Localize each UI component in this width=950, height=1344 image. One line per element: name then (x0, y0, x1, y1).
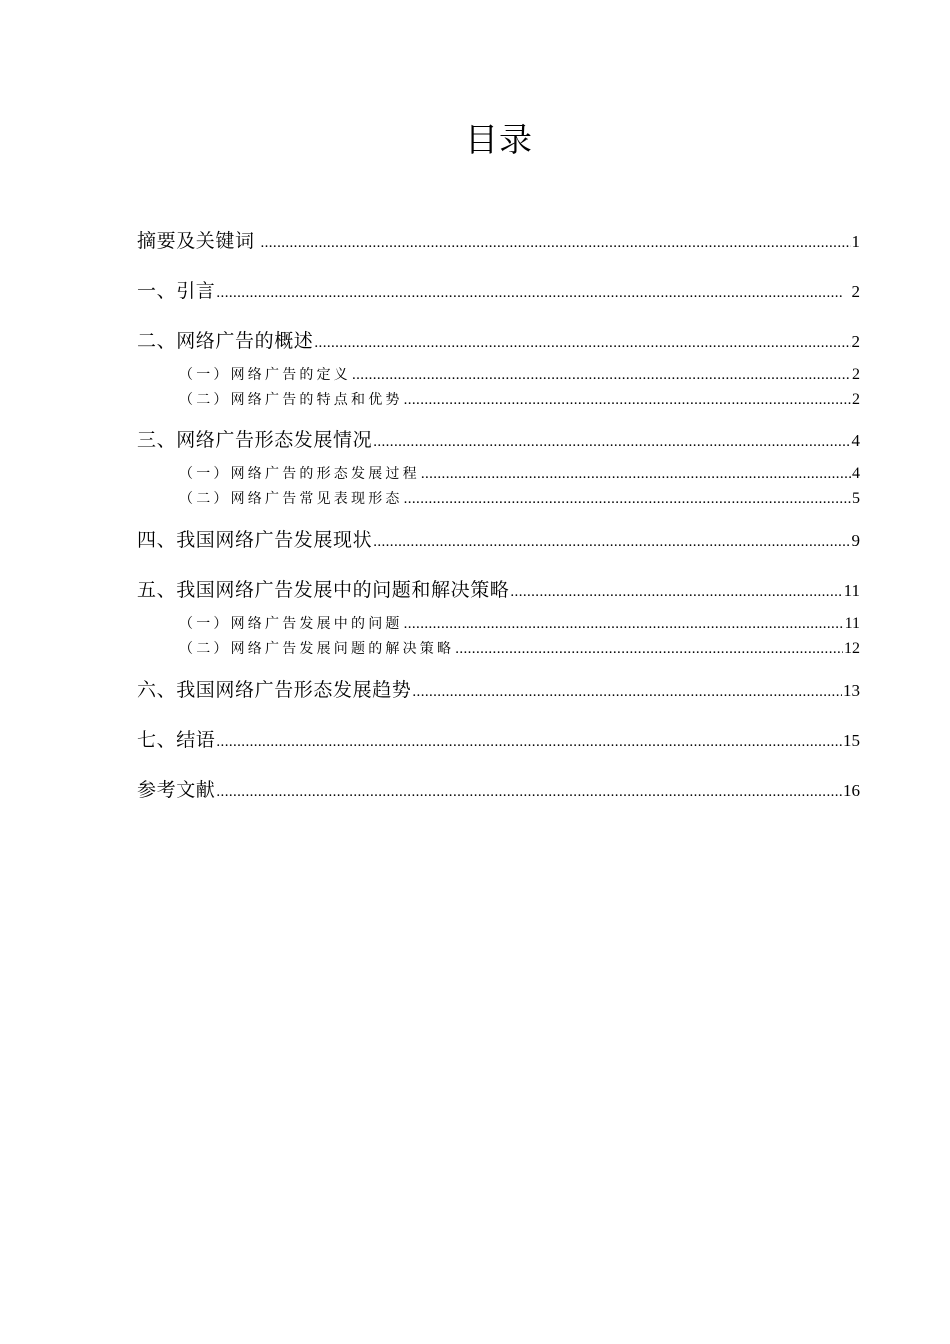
toc-entry-page: 13 (843, 681, 860, 700)
toc-entry-page: 2 (852, 391, 860, 408)
leader-dots (510, 584, 842, 601)
leader-dots (260, 235, 850, 252)
toc-entry-label: 三、网络广告形态发展情况 (137, 429, 373, 451)
toc-entry-label: （二）网络广告常见表现形态 (179, 491, 403, 507)
toc-entry-label: （二）网络广告的特点和优势 (179, 392, 403, 408)
toc-entry-trends[interactable] (137, 675, 860, 702)
toc-entry-label: （一）网络广告的定义 (179, 367, 351, 383)
leader-dots (455, 641, 843, 658)
toc-entry-label: （二）网络广告发展问题的解决策略 (179, 641, 455, 657)
toc-entry-label: （一）网络广告发展中的问题 (179, 616, 403, 632)
leader-dots (314, 335, 850, 352)
toc-entry-page: 16 (843, 781, 860, 800)
toc-entry-label: 一、引言 (137, 280, 216, 302)
toc-entry-label: 二、网络广告的概述 (137, 330, 314, 352)
leader-dots (216, 784, 842, 801)
toc-entry-page: 4 (852, 465, 860, 482)
toc-entry-label: （一）网络广告的形态发展过程 (179, 466, 420, 482)
toc-entry-label: 四、我国网络广告发展现状 (137, 529, 373, 551)
toc-entry-page: 2 (851, 282, 860, 301)
leader-dots (373, 534, 850, 551)
toc-entry-conclusion[interactable] (137, 725, 860, 752)
toc-entry-page: 1 (851, 232, 860, 251)
toc-entry-features[interactable] (179, 389, 860, 409)
toc-entry-label: 七、结语 (137, 729, 216, 751)
toc-entry-definition[interactable] (179, 364, 860, 384)
leader-dots (352, 367, 851, 384)
toc-entry-overview[interactable] (137, 326, 860, 353)
toc-entry-page: 2 (851, 332, 860, 351)
toc-entry-page: 9 (851, 531, 860, 550)
toc-entry-solutions[interactable] (179, 638, 860, 658)
toc-entry-label: 摘要及关键词 (137, 230, 255, 252)
toc-entry-page: 5 (852, 490, 860, 507)
leader-dots (216, 285, 842, 302)
leader-dots (412, 684, 842, 701)
toc-entry-references[interactable] (137, 775, 860, 802)
toc-title: 目录 (465, 120, 533, 159)
toc-entry-page: 2 (852, 366, 860, 383)
toc-entry-abstract[interactable] (137, 226, 860, 253)
leader-dots (373, 434, 850, 451)
leader-dots (404, 491, 851, 508)
leader-dots (404, 392, 851, 409)
toc-entry-common-forms[interactable] (179, 488, 860, 508)
toc-entry-label: 五、我国网络广告发展中的问题和解决策略 (137, 579, 510, 601)
toc-entry-label: 六、我国网络广告形态发展趋势 (137, 679, 412, 701)
leader-dots (421, 466, 851, 483)
leader-dots (404, 616, 844, 633)
toc-entry-current-status[interactable] (137, 525, 860, 552)
toc-entry-label: 参考文献 (137, 779, 216, 801)
toc-entry-page: 11 (844, 615, 860, 632)
toc-entry-form-development[interactable] (137, 425, 860, 452)
toc-entry-form-process[interactable] (179, 463, 860, 483)
toc-entry-introduction[interactable] (137, 276, 860, 303)
leader-dots (216, 734, 842, 751)
toc-entry-page: 15 (843, 731, 860, 750)
toc-entry-page: 12 (844, 640, 860, 657)
toc-entry-page: 11 (843, 581, 860, 600)
toc-entry-problems-strategies[interactable] (137, 575, 860, 602)
toc-entry-page: 4 (851, 431, 860, 450)
toc-entry-problems[interactable] (179, 613, 860, 633)
